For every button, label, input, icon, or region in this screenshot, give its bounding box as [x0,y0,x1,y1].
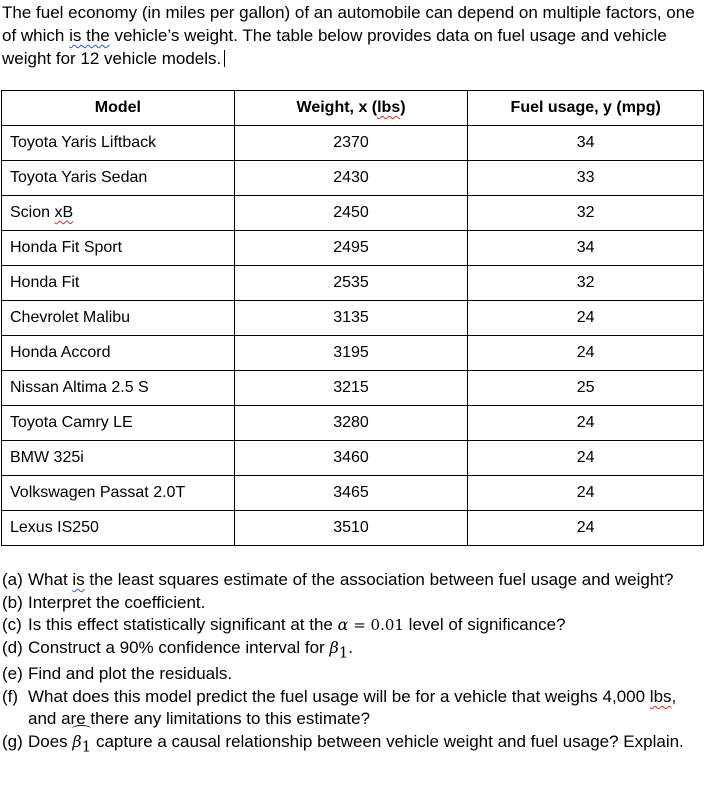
question-text: What [28,570,73,589]
table-row [2,231,704,266]
cell-mpg: 24 [468,441,704,476]
table-row [2,196,704,231]
cell-weight: 3195 [234,336,468,371]
cell-mpg: 33 [468,161,704,196]
alpha-value: = 0.01 [348,616,404,634]
cell-model: Lexus IS250 [2,511,235,546]
question-text: , and are there any limitations to this estimate? [28,686,677,729]
cell-mpg: 32 [468,266,704,301]
question-label: (a) [2,570,23,589]
cell-mpg: 24 [468,406,704,441]
table-row [2,336,704,371]
cell-weight: 3460 [234,441,468,476]
question-c [2,614,702,637]
question-text: level of significance? [403,615,566,634]
cell-mpg: 34 [468,231,704,266]
table-row [2,301,704,336]
intro-text-1: The fuel economy (in miles per gallon) of an automobile can depend on multiple factors, one of which [2,3,695,45]
cell-weight: 3135 [234,301,468,336]
question-list [2,569,702,758]
question-f [2,686,702,731]
cell-mpg: 24 [468,476,704,511]
question-label: (b) [2,592,23,612]
question-a [2,569,702,592]
question-text: Interpret the coefficient. [28,592,206,612]
question-text: What does this model predict the fuel usage will be for a vehicle that weighs 4,000 [28,686,650,706]
cell-model-spell-flag: xB [54,204,74,221]
header-weight [234,91,468,126]
cell-mpg: 32 [468,196,704,231]
cell-mpg: 34 [468,126,704,161]
cell-model: Volkswagen Passat 2.0T [2,476,235,511]
cell-weight: 3215 [234,371,468,406]
alpha-symbol: α [337,615,349,634]
table-header-row [2,91,704,126]
question-text: . [348,637,353,657]
cell-weight: 3280 [234,406,468,441]
question-text: Does [28,731,73,751]
table-row [2,266,704,301]
header-fuel: Fuel usage, y (mpg) [468,91,704,126]
cell-mpg: 25 [468,371,704,406]
beta-subscript: 1 [338,642,349,661]
cell-model-pre: Scion [10,204,55,221]
question-label: (f) [2,686,19,706]
cell-model: Chevrolet Malibu [2,301,235,336]
intro-paragraph [2,1,702,70]
intro-text-2: vehicle’s weight. The table below provides data on fuel usage and vehicle weight for 12 vehicle models. [2,26,667,68]
cell-mpg: 24 [468,336,704,371]
cell-model: Toyota Camry LE [2,406,235,441]
cell-weight: 2370 [234,126,468,161]
beta-symbol: β [329,637,339,657]
vehicle-data-table [1,90,704,546]
question-label: (e) [2,664,23,684]
question-text: Is this effect statistically significant at the [28,615,338,634]
table-row [2,406,704,441]
question-text: Construct a 90% confidence interval for [28,637,330,657]
cell-model: Honda Fit Sport [2,231,235,266]
intro-grammar-flag: is the [69,26,110,45]
header-weight-pre: Weight, x ( [296,99,378,116]
table-row [2,161,704,196]
cell-model: Honda Fit [2,266,235,301]
cell-mpg: 24 [468,511,704,546]
question-label: (c) [2,615,22,634]
table-row [2,511,704,546]
question-g [2,731,702,758]
cell-weight: 2495 [234,231,468,266]
text-cursor [224,50,225,67]
beta-hat [72,731,91,758]
beta-symbol: β [72,731,82,751]
cell-weight: 3510 [234,511,468,546]
cell-model: Toyota Yaris Sedan [2,161,235,196]
cell-weight: 2430 [234,161,468,196]
spell-flag: lbs [649,686,672,706]
header-model: Model [2,91,235,126]
beta-subscript: 1 [81,737,92,756]
question-label: (g) [2,731,23,751]
table-row [2,441,704,476]
table-row [2,476,704,511]
cell-model: Honda Accord [2,336,235,371]
cell-model: BMW 325i [2,441,235,476]
header-weight-unit: lbs [377,99,401,116]
question-text: capture a causal relationship between vehicle weight and fuel usage? Explain. [91,731,684,751]
question-text: Find and plot the residuals. [28,664,233,684]
question-d [2,637,702,664]
table-row [2,126,704,161]
cell-model: Nissan Altima 2.5 S [2,371,235,406]
cell-model: Toyota Yaris Liftback [2,126,235,161]
cell-mpg: 24 [468,301,704,336]
cell-weight: 2450 [234,196,468,231]
cell-weight: 3465 [234,476,468,511]
question-e [2,663,702,686]
question-label: (d) [2,637,23,657]
grammar-flag: is [72,570,85,589]
question-b [2,592,702,615]
table-row [2,371,704,406]
question-text: the least squares estimate of the association between fuel usage and weight? [84,570,674,589]
cell-weight: 2535 [234,266,468,301]
cell-model [2,196,235,231]
header-weight-post: ) [400,99,406,116]
